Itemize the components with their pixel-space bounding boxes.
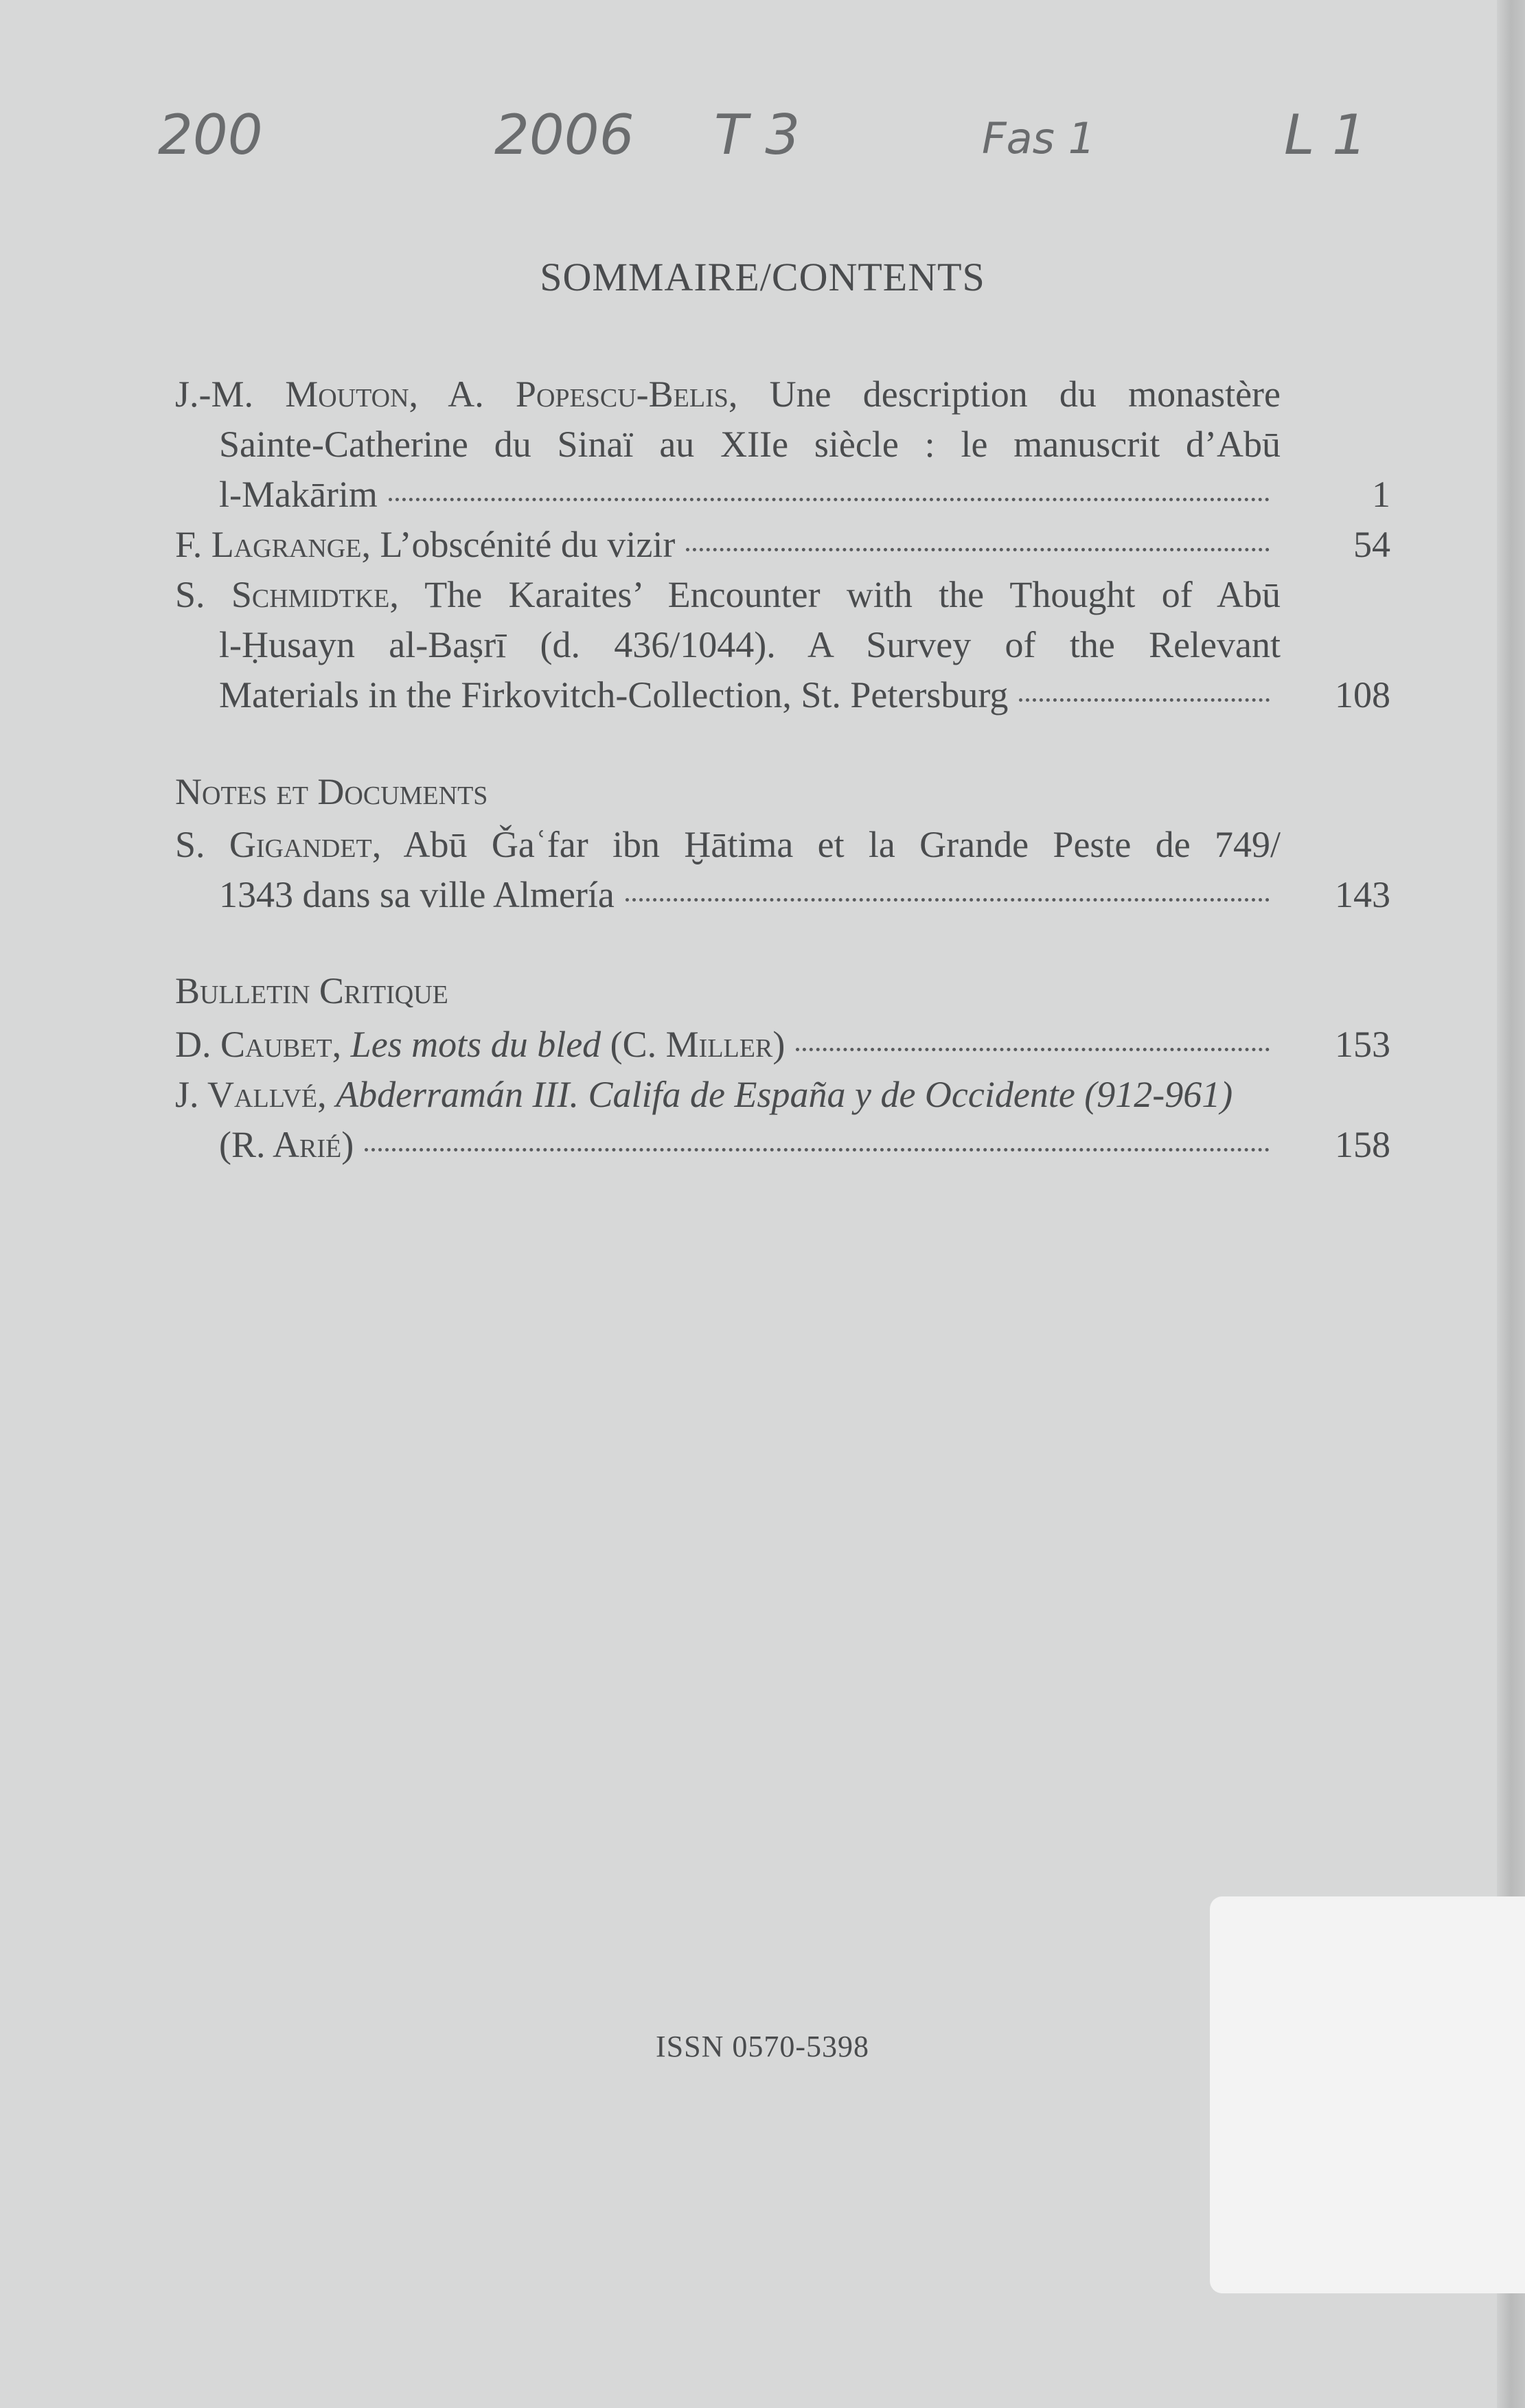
entry-reviewer: (R. Arié) xyxy=(219,1124,354,1165)
entry-title: Abū Ǧaʿfar ibn Ḫātima et la Grande Peste de 749/ xyxy=(403,824,1281,865)
entry-last-line xyxy=(175,470,1390,520)
entry-author: F. Lagrange, xyxy=(175,524,371,565)
handwritten-note-5: L 1 xyxy=(1284,103,1367,167)
dot-leader xyxy=(1019,698,1270,702)
toc-entry-schmidtke[interactable] xyxy=(175,570,1390,720)
toc-entry-vallve[interactable] xyxy=(175,1070,1390,1170)
dot-leader xyxy=(365,1148,1270,1151)
entry-title-end: l-Makārim xyxy=(219,474,378,515)
section-heading-bulletin: Bulletin Critique xyxy=(175,970,448,1011)
entry-title: Les mots du bled xyxy=(350,1024,601,1065)
page-number: 158 xyxy=(1335,1124,1390,1165)
dot-leader xyxy=(626,898,1270,902)
toc-entry-caubet[interactable] xyxy=(175,1020,1390,1070)
entry-last-line xyxy=(175,670,1390,720)
entry-author: D. Caubet, xyxy=(175,1024,342,1065)
entry-title: Abderramán III. Califa de España y de Occidente (912-961) xyxy=(336,1074,1233,1115)
entry-title-continued: Sainte-Catherine du Sinaï au XIIe siècle : le manuscrit d’Abū xyxy=(219,424,1281,465)
issn-number: ISSN 0570-5398 xyxy=(655,2030,870,2063)
entry-line xyxy=(175,369,1281,420)
handwritten-note-2: 2006 xyxy=(494,103,634,167)
handwritten-note-1: 200 xyxy=(158,103,263,167)
entry-line xyxy=(175,1020,1390,1070)
dot-leader xyxy=(686,548,1270,551)
page-number: 143 xyxy=(1335,874,1390,915)
entry-line xyxy=(175,570,1281,620)
toc-entry-gigandet[interactable] xyxy=(175,820,1390,920)
entry-author: S. Schmidtke, xyxy=(175,574,399,615)
entry-title: Une description du monastère xyxy=(769,374,1281,415)
handwritten-note-3: T 3 xyxy=(714,103,801,167)
dot-leader xyxy=(796,1048,1270,1051)
entry-author: J. Vallvé, xyxy=(175,1074,327,1115)
entry-title-end: Materials in the Firkovitch-Collection, St. Petersburg xyxy=(219,674,1009,715)
entry-reviewer: (C. Miller) xyxy=(610,1024,786,1065)
dot-leader xyxy=(389,498,1270,501)
entry-title-end: 1343 dans sa ville Almería xyxy=(219,874,615,915)
library-label-sticker xyxy=(1210,1896,1525,2293)
contents-heading: SOMMAIRE/CONTENTS xyxy=(540,255,985,299)
entry-title: L’obscénité du vizir xyxy=(380,524,676,565)
entry-line xyxy=(175,520,1390,570)
handwritten-note-4: Fas 1 xyxy=(982,113,1096,163)
page-number: 153 xyxy=(1335,1024,1390,1065)
page-number: 54 xyxy=(1353,524,1390,565)
entry-line xyxy=(175,820,1281,870)
toc-entry-mouton[interactable] xyxy=(175,369,1390,520)
page-number: 1 xyxy=(1372,474,1390,515)
entry-title-continued: l-Ḥusayn al-Baṣrī (d. 436/1044). A Survey of the Relevant xyxy=(219,624,1281,665)
entry-title: The Karaites’ Encounter with the Thought of Abū xyxy=(424,574,1281,615)
entry-line xyxy=(175,1070,1281,1120)
entry-last-line xyxy=(175,870,1390,920)
toc-entry-lagrange[interactable] xyxy=(175,520,1390,570)
entry-author: S. Gigandet, xyxy=(175,824,382,865)
page-number: 108 xyxy=(1335,674,1390,715)
section-heading-notes: Notes et Documents xyxy=(175,771,488,812)
entry-author: J.-M. Mouton, A. Popescu-Belis, xyxy=(175,374,738,415)
entry-last-line xyxy=(175,1120,1390,1170)
